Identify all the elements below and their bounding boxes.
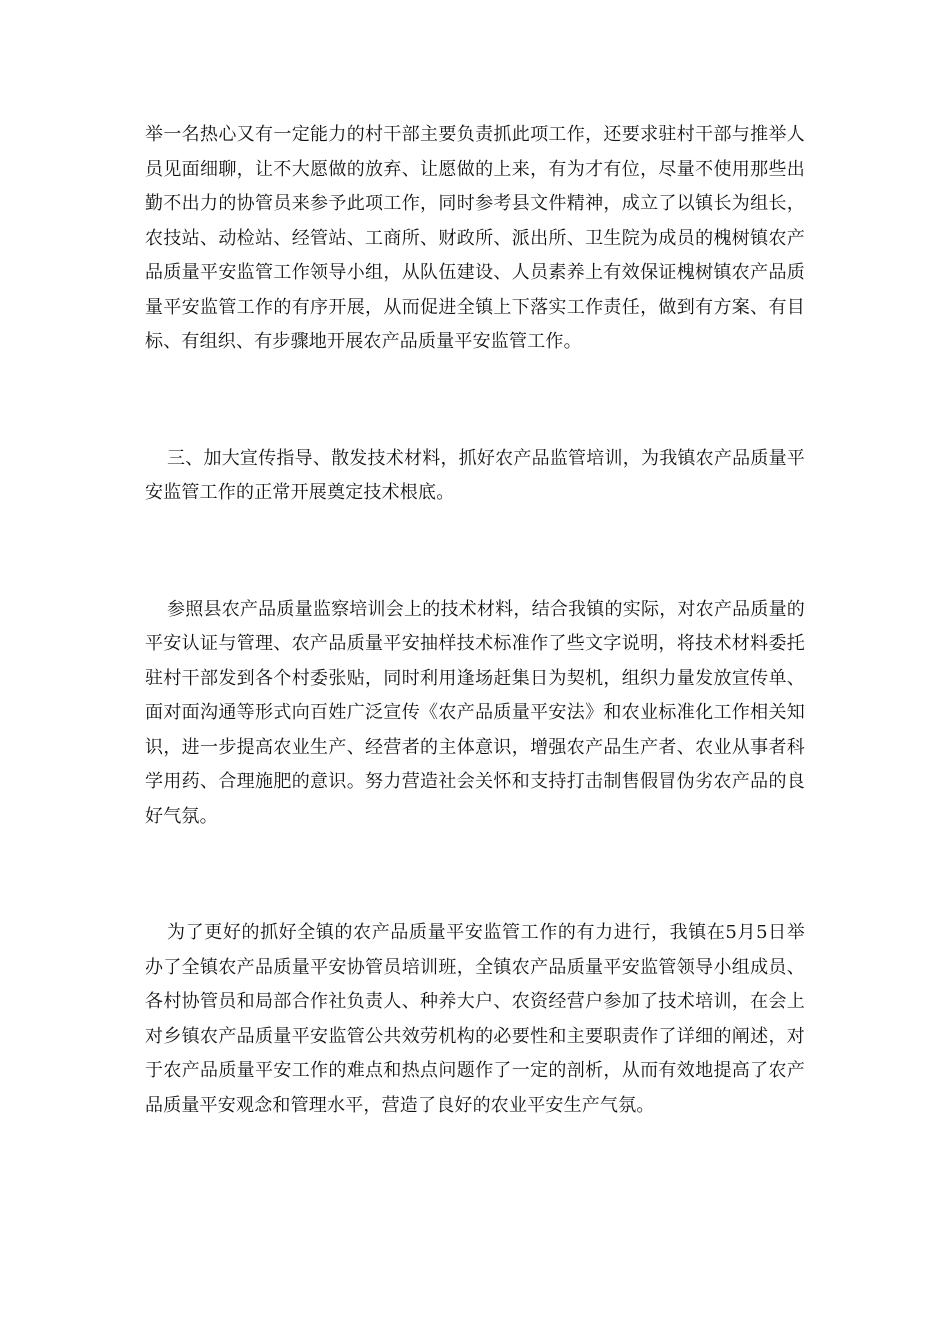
- section-heading-three: 三、加大宣传指导、散发技术材料，抓好农产品监管培训，为我镇农产品质量平安监管工作的正常开展奠定技术根底。: [145, 447, 805, 503]
- paragraph-continuation: 举一名热心又有一定能力的村干部主要负责抓此项工作，还要求驻村干部与推举人员见面细聊，让不大愿做的放弃、让愿做的上来，有为才有位，尽量不使用那些出勤不出力的协管员来参予此项工作，同时参考县文件精神，成立了以镇长为组长，农技站、动检站、经管站、工商所、财政所、派出所、卫生院为成员的槐树镇农产品质量平安监管工作领导小组，从队伍建设、人员素养上有效保证槐树镇农产品质量平安监管工作的有序开展，从而促进全镇上下落实工作责任，做到有方案、有目标、有组织、有步骤地开展农产品质量平安监管工作。: [145, 124, 805, 352]
- document-body: [145, 118, 805, 1123]
- paragraph-training: 为了更好的抓好全镇的农产品质量平安监管工作的有力进行，我镇在5月5日举办了全镇农产品质量平安协管员培训班，全镇农产品质量平安监管领导小组成员、各村协管员和局部合作社负责人、种养大户、农资经营户参加了技术培训，在会上对乡镇农产品质量平安监管公共效劳机构的必要性和主要职责作了详细的阐述，对于农产品质量平安工作的难点和热点问题作了一定的剖析，从而有效地提高了农产品质量平安观念和管理水平，营造了良好的农业平安生产气氛。: [145, 922, 805, 1116]
- paragraph-publicity: 参照县农产品质量监察培训会上的技术材料，结合我镇的实际，对农产品质量的平安认证与管理、农产品质量平安抽样技术标准作了些文字说明，将技术材料委托驻村干部发到各个村委张贴，同时利用逢场赶集日为契机，组织力量发放宣传单、面对面沟通等形式向百姓广泛宣传《农产品质量平安法》和农业标准化工作相关知识，进一步提高农业生产、经营者的主体意识，增强农产品生产者、农业从事者科学用药、合理施肥的意识。努力营造社会关怀和支持打击制售假冒伪劣农产品的良好气氛。: [145, 598, 805, 827]
